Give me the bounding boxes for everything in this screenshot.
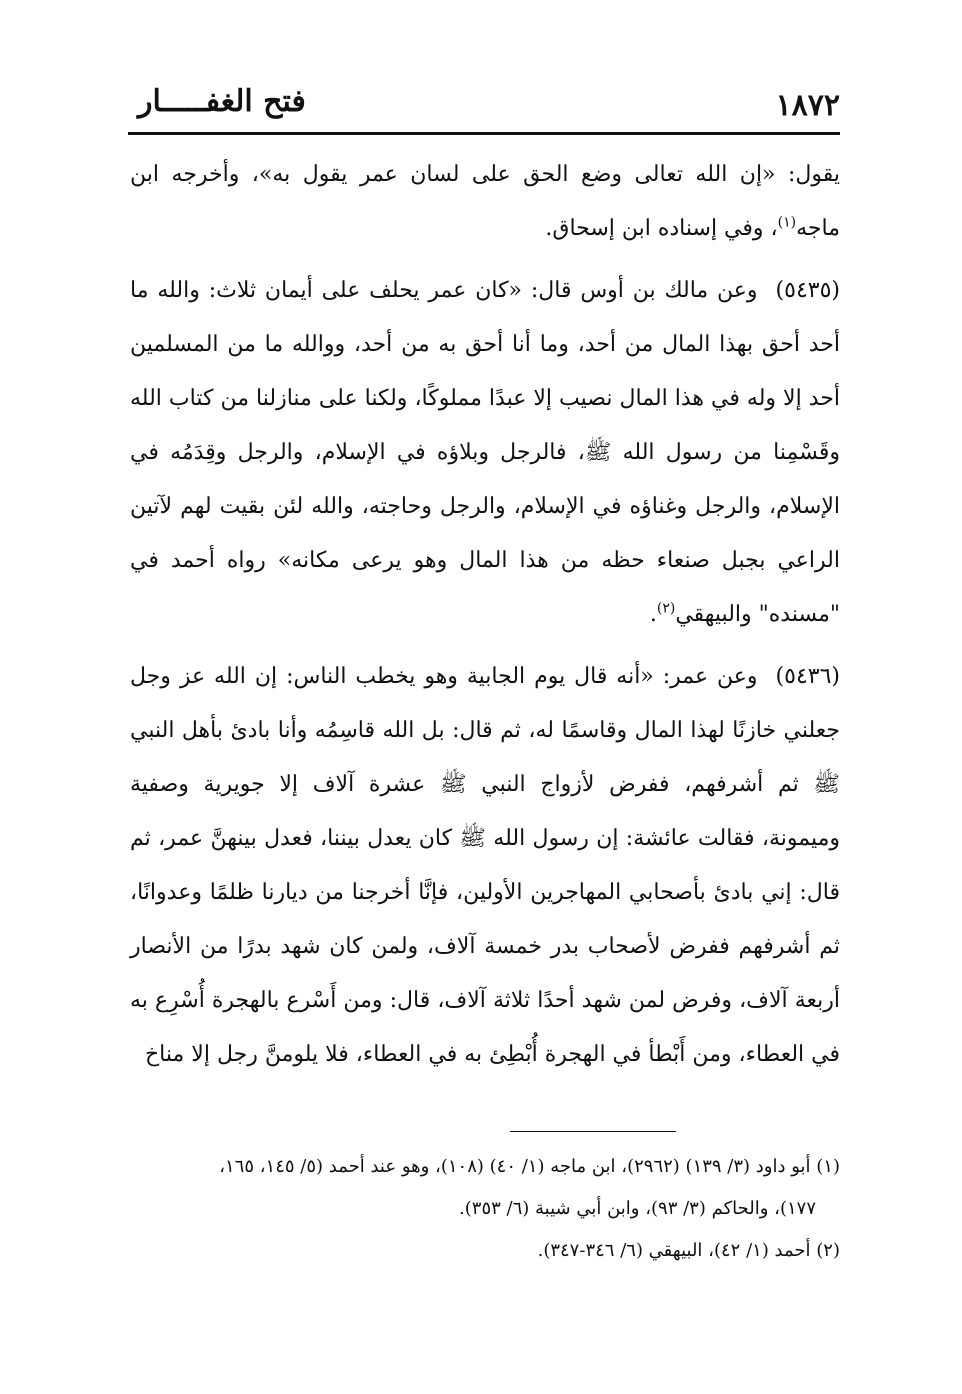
- footnote-2: [128, 1230, 840, 1272]
- footnotes: [128, 1146, 840, 1272]
- paragraph-5435: [130, 264, 840, 642]
- paragraph-1: [130, 148, 840, 256]
- paragraph-tail: .: [649, 602, 657, 627]
- header-rule: [128, 132, 840, 135]
- footnote-1: [128, 1146, 840, 1230]
- paragraph-text: يقول: «إن الله تعالى وضع الحق على لسان عمر يقول به»، وأخرجه ابن ماجه: [130, 162, 840, 241]
- footnote-line: ١٧٧)، والحاكم (٣/ ٩٣)، وابن أبي شيبة (٦/ ٣٥٣).: [459, 1198, 816, 1219]
- footnote-divider: [510, 1131, 676, 1132]
- page-number: ١٨٧٢: [775, 88, 840, 123]
- footnote-line: (١) أبو داود (٣/ ١٣٩) (٢٩٦٢)، ابن ماجه (١/ ٤٠) (١٠٨)، وهو عند أحمد (٥/ ١٤٥، ١٦٥،: [219, 1156, 840, 1177]
- paragraph-tail: ، وفي إسناده ابن إسحاق.: [545, 216, 778, 241]
- running-title: فتح الغفـــــار: [138, 84, 306, 119]
- hadith-number: (٥٤٣٥): [775, 278, 840, 303]
- paragraph-text: وعن مالك بن أوس قال: «كان عمر يحلف على أيمان ثلاث: والله ما أحد أحق بهذا المال من أحد، وما أنا أحق به من أحد، ووالله ما من المسلمين أحد إلا وله في هذا المال نصيب إلا عبدًا مملوكًا، ولكنا على منازلنا من كتاب الله وقَسْمِنا من رسول الله ﷺ، فالرجل وبلاؤه في الإسلام، والرجل وقِدَمُه في الإسلام، والرجل وغناؤه في الإسلام، والرجل وحاجته، والله لئن بقيت لهم لآتين الراعي بجبل صنعاء حظه من هذا المال وهو يرعى مكانه» رواه أحمد في "مسنده" والبيهقي: [130, 278, 840, 627]
- footnote-reference: (٢): [656, 600, 676, 617]
- hadith-number: (٥٤٣٦): [775, 664, 840, 689]
- main-text: [130, 148, 840, 1090]
- paragraph-5436: [130, 650, 840, 1082]
- page-header: [128, 84, 840, 132]
- paragraph-text: وعن عمر: «أنه قال يوم الجابية وهو يخطب الناس: إن الله عز وجل جعلني خازنًا لهذا المال وقاسمًا له، ثم قال: بل الله قاسِمُه وأنا بادئ بأهل النبي ﷺ ثم أشرفهم، ففرض لأزواج النبي ﷺ عشرة آلاف إلا جويرية وصفية وميمونة، فقالت عائشة: إن رسول الله ﷺ كان يعدل بيننا، فعدل بينهنَّ عمر، ثم قال: إني بادئ بأصحابي المهاجرين الأولين، فإنَّا أخرجنا من ديارنا ظلمًا وعدوانًا، ثم أشرفهم ففرض لأصحاب بدر خمسة آلاف، ولمن كان شهد بدرًا من الأنصار أربعة آلاف، وفرض لمن شهد أحدًا ثلاثة آلاف، قال: ومن أَسْرع بالهجرة أُسْرِع به في العطاء، ومن أَبْطأ في الهجرة أُبْطِئ به في العطاء، فلا يلومنَّ رجل إلا مناخ: [130, 664, 840, 1067]
- footnote-reference: (١): [777, 214, 797, 231]
- footnote-line: (٢) أحمد (١/ ٤٢)، البيهقي (٦/ ٣٤٦-٣٤٧).: [537, 1240, 840, 1261]
